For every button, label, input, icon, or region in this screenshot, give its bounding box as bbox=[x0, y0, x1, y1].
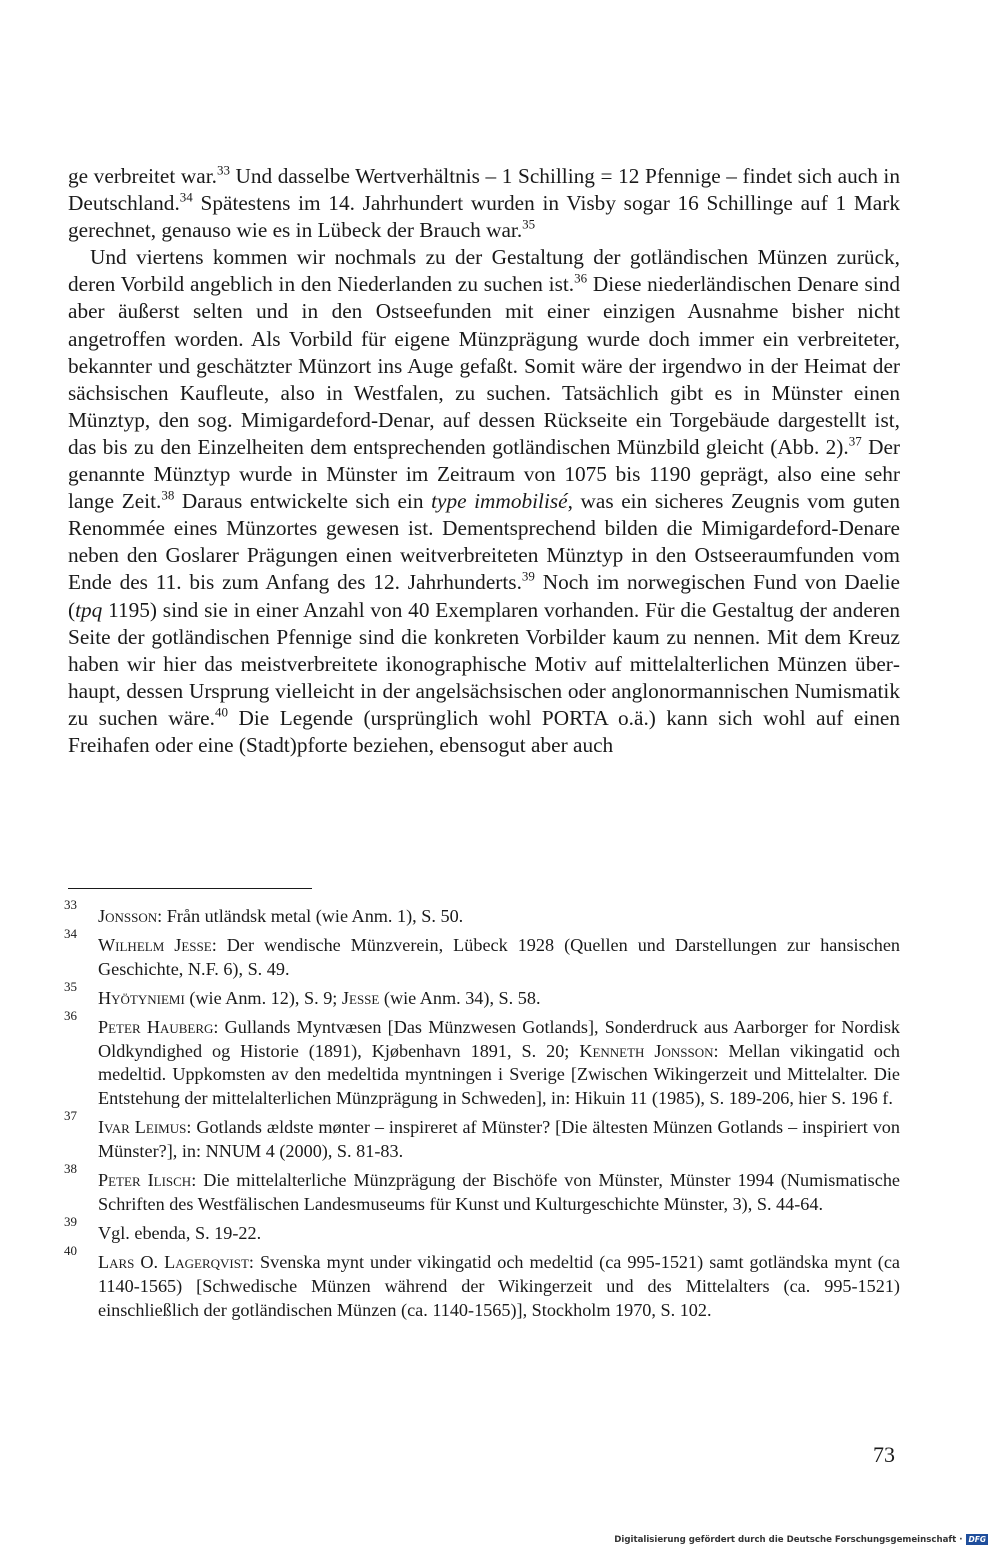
main-text bbox=[68, 163, 900, 759]
italic-term: type immobilisé bbox=[431, 489, 568, 514]
author-name: Peter Hauberg bbox=[98, 1016, 214, 1037]
footnote: 34 Wilhelm Jesse: Der wendische Münzverein, Lübeck 1928 (Quellen und Darstellungen zur hansischen Geschichte, N.F. 6), S. 49. bbox=[64, 925, 900, 979]
footnote: 37 Ivar Leimus: Gotlands ældste mønter – inspireret af Münster? [Die ältesten Münzen Gotlands – inspiriert von Münster?], in: NNUM 4 (2000), S. 81-83. bbox=[64, 1108, 900, 1162]
credit-text: Digitalisierung gefördert durch die Deutsche Forschungsgemeinschaft · bbox=[614, 1534, 963, 1545]
footnote-ref[interactable]: 33 bbox=[216, 162, 230, 178]
footnote: 35 Hyötyniemi (wie Anm. 12), S. 9; Jesse (wie Anm. 34), S. 58. bbox=[64, 978, 541, 1008]
italic-term: tpq bbox=[75, 597, 103, 622]
dfg-logo-icon: DFG bbox=[968, 1535, 986, 1544]
author-name: Hyötyniemi bbox=[98, 987, 185, 1008]
footnote-number: 37 bbox=[64, 1108, 77, 1124]
footnote-number: 38 bbox=[64, 1161, 77, 1177]
footnote-ref[interactable]: 38 bbox=[161, 487, 175, 503]
footnote-number: 40 bbox=[64, 1242, 77, 1258]
author-name: Wilhelm Jesse bbox=[98, 934, 212, 955]
author-name: Jonsson bbox=[98, 906, 158, 926]
footnote: 33 Jonsson: Från utländsk metal (wie Anm. 1), S. 50. bbox=[64, 897, 464, 926]
footnote-number: 34 bbox=[64, 925, 77, 941]
author-name: Lars O. Lagerqvist bbox=[98, 1251, 249, 1272]
footnote-ref[interactable]: 35 bbox=[522, 216, 536, 232]
footnotes bbox=[64, 897, 900, 1328]
footnote: 39 Vgl. ebenda, S. 19-22. bbox=[64, 1213, 262, 1243]
footnote-separator bbox=[68, 888, 312, 889]
footnote-ref[interactable]: 36 bbox=[574, 270, 588, 286]
author-name: Jesse bbox=[341, 987, 380, 1008]
page-number: 73 bbox=[873, 1442, 895, 1467]
footnote-ref[interactable]: 39 bbox=[521, 568, 535, 584]
footnote-number: 39 bbox=[64, 1213, 77, 1229]
author-name: Ivar Leimus bbox=[98, 1117, 187, 1138]
footnote: 36 Peter Hauberg: Gullands Myntvæsen [Das Münzwesen Gotlands], Sonderdruck aus Aarborger for Nordisk Oldkyndighed og Historie (1891), Kjøbenhavn 1891, S. 20; Kenneth Jonsson: Mellan vikingatid och medeltid. Uppkomsten av den medeltida myntningen i Sverige [Zwischen Wikingerzeit und Mittelalter. Die Entstehung der mittelalterlichen Münzprägung in Schweden], in: Hikuin 11 (1985), S. 189-206, hier S. 196 f. bbox=[64, 1007, 900, 1109]
footnote-ref[interactable]: 40 bbox=[214, 704, 228, 720]
footnote: 40 Lars O. Lagerqvist: Svenska mynt under vikingatid och medeltid (ca 995-1521) samt gotländska mynt (ca 1140-1565) [Schwedische Münzen während der Wikingerzeit und des Mittelalters (ca. 995-1521) einschließlich der gotländischen Münzen (ca. 1140-1565)], Stockholm 1970, S. 102. bbox=[64, 1242, 900, 1320]
paragraph-2: Und viertens kommen wir nochmals zu der Gestaltung der gotländischen Münzen zurück, deren Vorbild angeblich in den Niederlanden zu suchen ist.$^{36}$ Diese niederländischen Denare sind aber äußerst selten und in den Ostseefunden mit einer einzigen Ausnahme bisher nicht angetroffen worden. Als Vorbild für eigene Münzprägung wurde doch immer ein verbreiteter, bekannter und geschätzter Münzort ins Auge gefaßt. Somit wäre der irgendwo in der Heimat der sächsischen Kaufleute, also in Westfalen, zu suchen. Tatsächlich gibt es in Münster einen Münztyp, den sog. Mimigardeford-Denar, auf dessen Rückseite ein Torgebäude dargestellt ist, das bis zu den Einzelheiten dem entsprechenden gotländischen Münzbild gleicht (Abb. 2).$^{37}$ Der genannte Münztyp wurde in Münster im Zeitraum von 1075 bis 1190 geprägt, also eine sehr lange Zeit.$^{38}$ Daraus entwickelte sich ein type immobilisé, was ein sicheres Zeugnis vom guten Renommée eines Münzortes gewesen ist. Dementsprechend bilden die Mimigardeford-Denare neben den Goslarer Prägungen einen weitverbreiteten Münztyp in den Ostseeraumfunden vom Ende des 11. bis zum Anfang des 12. Jahrhunderts.$^{39}$ Noch im norwegischen Fund von Daelie (tpq 1195) sind sie in einer Anzahl von 40 Exemplaren vorhanden. Für die Gestaltug der anderen Seite der gotländischen Pfennige sind die konkreten Vorbilder kaum zu nennen. Mit dem Kreuz haben wir hier das meistverbreitete ikonographische Motiv auf mittelalterlichen Münzen überhaupt, dessen Ursprung vielleicht in der angelsächsischen oder anglonormannischen Numismatik zu suchen wäre.$^{40}$ Die Legende (ursprünglich wohl PORTA o.ä.) kann sich wohl auf einen Freihafen oder eine (Stadt)pforte beziehen, ebensogut aber auch bbox=[68, 245, 901, 757]
author-name: Peter Ilisch bbox=[98, 1170, 192, 1191]
footnote-ref[interactable]: 37 bbox=[848, 433, 862, 449]
paragraph-1: ge verbreitet war.$^{33}$ Und dasselbe Wertverhältnis – 1 Schilling = 12 Pfennige – findet sich auch in Deutschland.$^{34}$ Spätestens im 14. Jahrhundert wurden in Visby sogar 16 Schillinge auf 1 Mark gerechnet, genauso wie es in Lübeck der Brauch war.$^{35}$ bbox=[68, 162, 900, 243]
footnote-number: 35 bbox=[64, 978, 77, 994]
footnote: 38 Peter Ilisch: Die mittelalterliche Münzprägung der Bischöfe von Münster, Münster 1994 (Numismatische Schriften des Westfälischen Landesmuseums für Kunst und Kulturgeschichte Münster, 3), S. 44-64. bbox=[64, 1161, 900, 1214]
footnote-number: 33 bbox=[64, 897, 77, 912]
digitization-credit bbox=[614, 1534, 988, 1545]
footnote-number: 36 bbox=[64, 1007, 77, 1023]
author-name: Kenneth Jonsson bbox=[579, 1040, 714, 1061]
footnote-ref[interactable]: 34 bbox=[179, 189, 193, 205]
